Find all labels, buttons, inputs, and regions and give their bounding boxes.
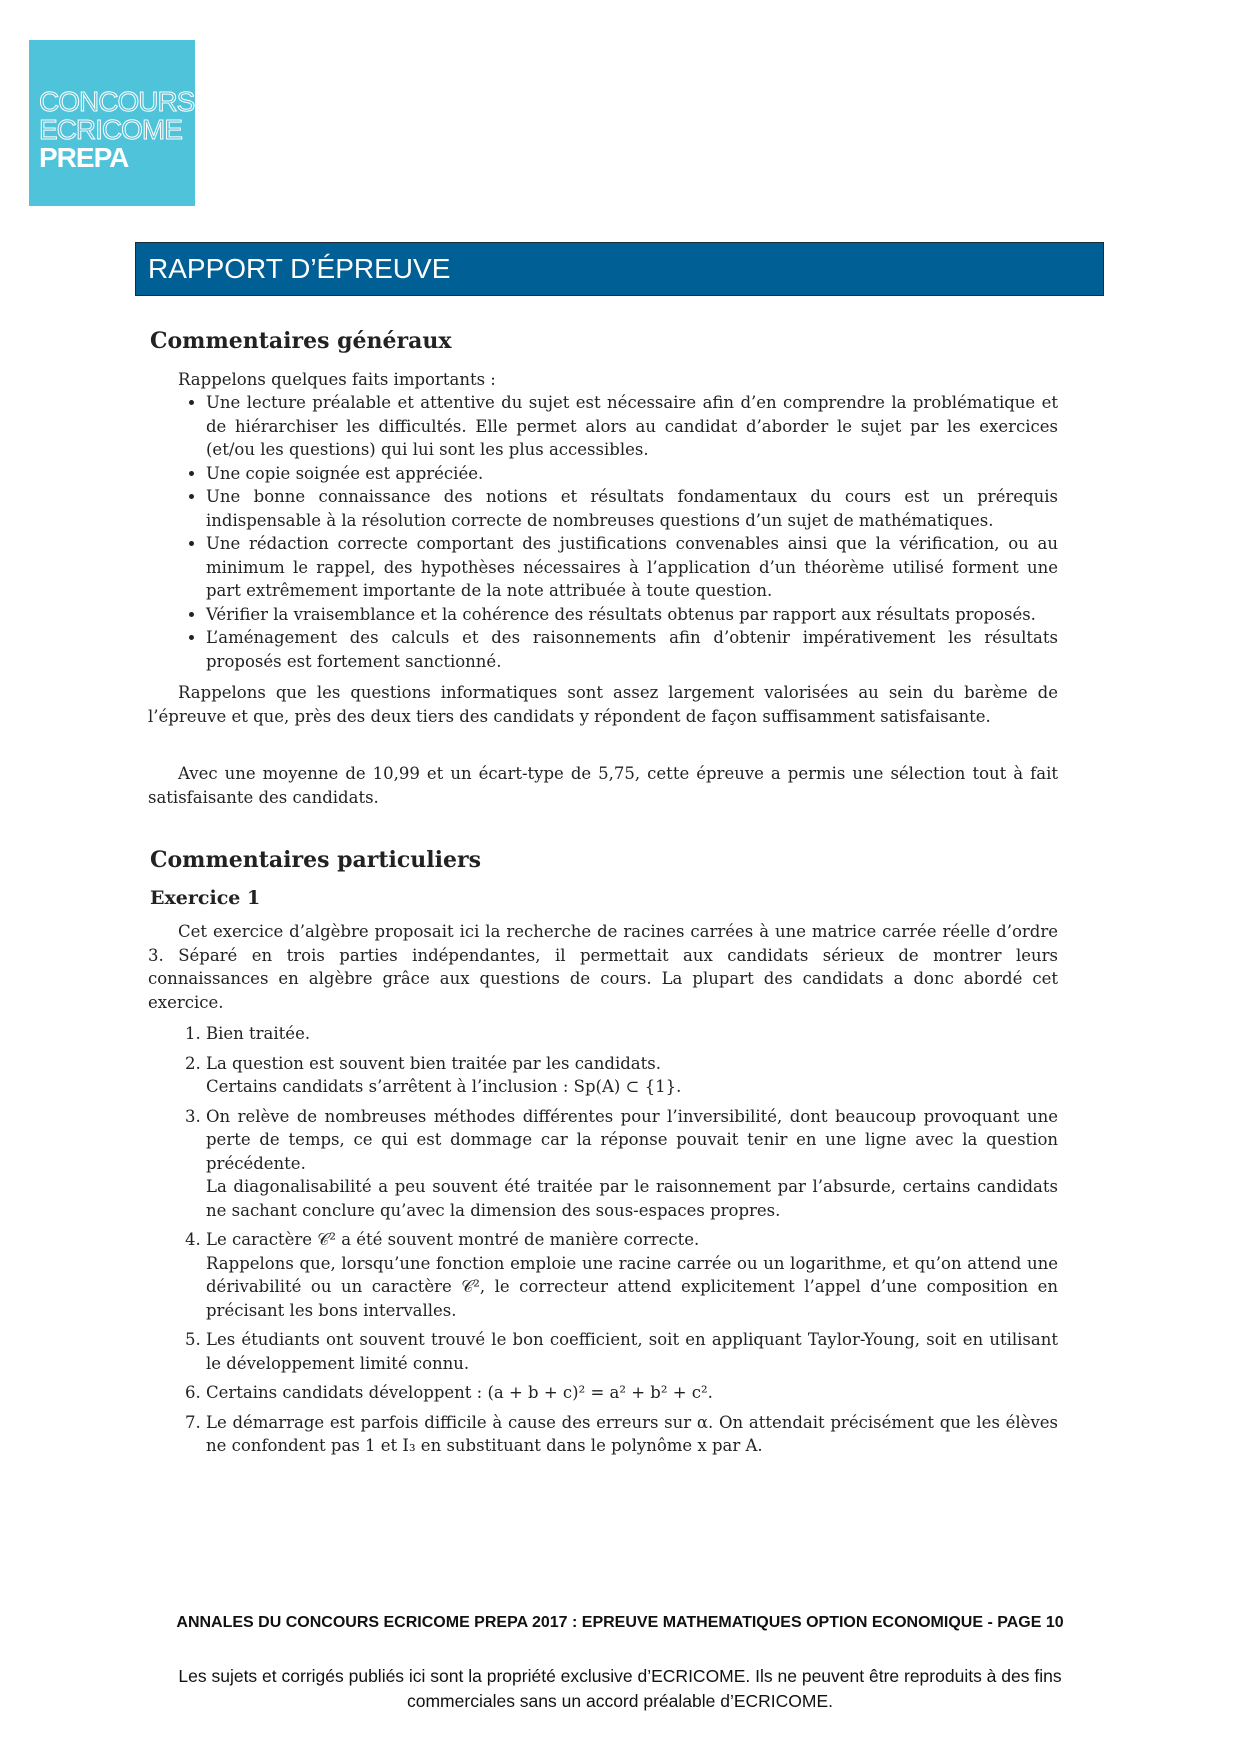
remark-item xyxy=(206,1052,1058,1099)
statistics-paragraph: Avec une moyenne de 10,99 et un écart-type de 5,75, cette épreuve a permis une sélection tout à fait satisfaisante des candidats. xyxy=(148,764,1058,807)
general-comments-heading: Commentaires généraux xyxy=(150,328,452,354)
logo-line-concours: CONCOURS xyxy=(39,86,195,117)
bullet-item: • L’aménagement des calculs et des raisonnements afin d’obtenir impérativement les résultats proposés est fortement sanctionné. xyxy=(206,626,1058,673)
logo-line-ecricome: ECRICOME xyxy=(39,114,182,145)
particular-comments-heading: Commentaires particuliers xyxy=(150,847,481,873)
ecricome-logo xyxy=(29,40,195,206)
general-lead: Rappelons quelques faits importants : xyxy=(178,369,496,389)
remark-item xyxy=(206,1105,1058,1223)
remark-item xyxy=(206,1411,1058,1458)
logo-line-prepa: PREPA xyxy=(39,142,129,173)
remark-line: Rappelons que, lorsqu’une fonction emploie une racine carrée ou un logarithme, et qu’on attend une dérivabilité ou un caractère 𝒞², le correcteur attend explicitement l’appel d’une composition en précisant les bons intervalles. xyxy=(206,1253,1058,1320)
remark-item xyxy=(206,1228,1058,1322)
bullet-item: • Une bonne connaissance des notions et résultats fondamentaux du cours est un prérequis indispensable à la résolution correcte de nombreuses questions d’un sujet de mathématiques. xyxy=(206,485,1058,532)
footer-copyright-note: Les sujets et corrigés publiés ici sont la propriété exclusive d’ECRICOME. Ils ne peuvent être reproduits à des fins commerciales sans un accord préalable d’ECRICOME. xyxy=(178,1666,1062,1711)
remark-line: 6. Certains candidats développent : (a + b + c)² = a² + b² + c². xyxy=(206,1383,713,1402)
remark-item xyxy=(206,1022,1058,1046)
footer-title: ANNALES DU CONCOURS ECRICOME PREPA 2017 : EPREUVE MATHEMATIQUES OPTION ECONOMIQUE - PAGE 10 xyxy=(176,1614,1064,1631)
bullet-item: • Une rédaction correcte comportant des justifications convenables ainsi que la vérification, ou au minimum le rappel, des hypothèses nécessaires à l’application d’un théorème utilisé forment une part extrêmement importante de la note attribuée à toute question. xyxy=(206,532,1058,603)
computing-questions-paragraph: Rappelons que les questions informatiques sont assez largement valorisées au sein du barème de l’épreuve et que, près des deux tiers des candidats y répondent de façon suffisamment satisfaisante. xyxy=(148,683,1058,726)
report-banner xyxy=(135,242,1104,296)
remark-line: 1. Bien traitée. xyxy=(206,1024,311,1043)
remark-line: 7. Le démarrage est parfois difficile à cause des erreurs sur α. On attendait précisément que les élèves ne confondent pas 1 et I₃ en substituant dans le polynôme x par A. xyxy=(206,1412,1058,1455)
general-bullets xyxy=(148,391,1058,673)
remark-item xyxy=(206,1381,1058,1405)
exercise-1-title: Exercice 1 xyxy=(150,886,261,909)
remark-line: La diagonalisabilité a peu souvent été traitée par le raisonnement par l’absurde, certains candidats ne sachant conclure qu’avec la dimension des sous-espaces propres. xyxy=(206,1177,1058,1220)
exercise-1-remarks xyxy=(148,1022,1058,1458)
bullet-item: • Vérifier la vraisemblance et la cohérence des résultats obtenus par rapport aux résultats proposés. xyxy=(206,603,1058,627)
remark-line: 4. Le caractère 𝒞² a été souvent montré de manière correcte. xyxy=(206,1230,700,1249)
remark-line: 2. La question est souvent bien traitée par les candidats. xyxy=(206,1053,661,1073)
remark-line: 5. Les étudiants ont souvent trouvé le bon coefficient, soit en appliquant Taylor-Young, soit en utilisant le développement limité connu. xyxy=(206,1330,1058,1373)
banner-title: RAPPORT D’ÉPREUVE xyxy=(148,253,451,284)
report-content xyxy=(148,330,1058,1464)
remark-line: 3. On relève de nombreuses méthodes différentes pour l’inversibilité, dont beaucoup provoquant une perte de temps, ce qui est dommage car la réponse pouvait tenir en une ligne avec la question précédente. xyxy=(206,1106,1058,1173)
remark-line: Certains candidats s’arrêtent à l’inclusion : Sp(A) ⊂ {1}. xyxy=(206,1077,682,1096)
exercise-1-intro: Cet exercice d’algèbre proposait ici la recherche de racines carrées à une matrice carrée réelle d’ordre 3. Séparé en trois parties indépendantes, il permettait aux candidats sérieux de montrer leurs connaissances en algèbre grâce aux questions de cours. La plupart des candidats a donc abordé cet exercice. xyxy=(148,922,1058,1012)
bullet-item: • Une lecture préalable et attentive du sujet est nécessaire afin d’en comprendre la problématique et de hiérarchiser les difficultés. Elle permet alors au candidat d’aborder le sujet par les exercices (et/ou les questions) qui lui sont les plus accessibles. xyxy=(206,391,1058,462)
bullet-item: • Une copie soignée est appréciée. xyxy=(206,462,1058,486)
remark-item xyxy=(206,1328,1058,1375)
